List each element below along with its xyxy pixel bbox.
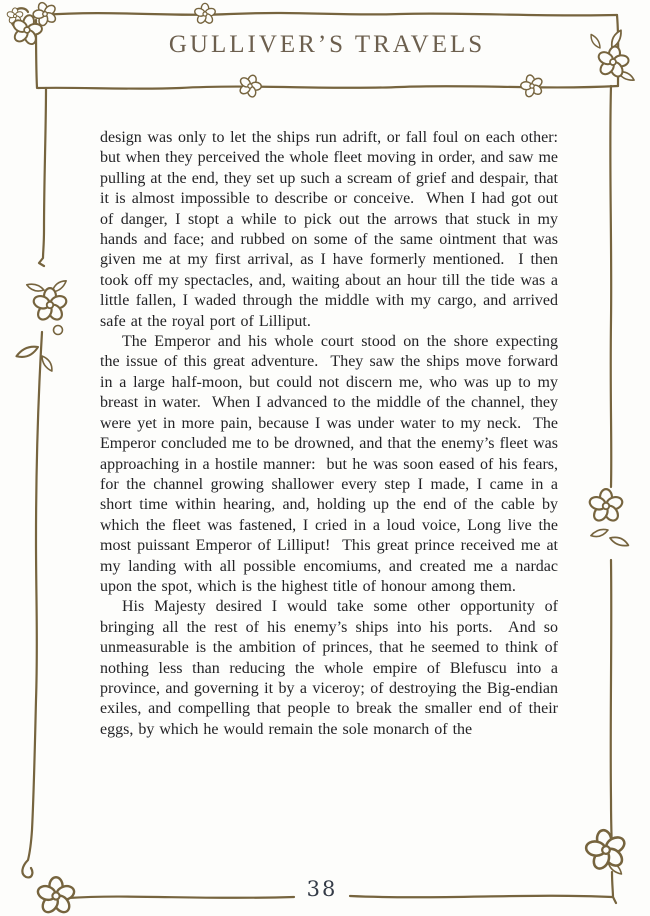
paragraph: His Majesty desired I would take some other opportunity of bringing all the rest of his enemy’s ships into his ports. And so unmeasurable is the ambition of princes, that he seemed to think of nothing less than reducing the whole empire of Blefuscu into a province, and governing it by a viceroy; of destroying the Big-endian exiles, and compelling that people to break the smaller end of their eggs, by which he would remain the sole monarch of the (100, 598, 563, 738)
bud-icon (54, 326, 63, 335)
leaf-icon (40, 354, 54, 373)
body-text (100, 128, 568, 740)
leaf-icon (26, 282, 45, 294)
flower-icon (194, 3, 217, 24)
flower-icon (32, 288, 68, 322)
flower-icon (588, 489, 624, 523)
flower-icon (582, 827, 631, 874)
paragraph: design was only to let the ships run adrift, or fall foul on each other: but when they perceived the whole fleet moving in order, and saw me pulling at the end, they set up such a scream of grief and despair, that it is almost impossible to describe or conceive. When I had got out of danger, I stopt a while to pick out the arrows that stuck in my hands and face; and rubbed on some of the same ointment that was given me at my first arrival, as I have formerly mentioned. I then took off my spectacles, and, waiting about an hour till the tide was a little fallen, I waded through the middle with my cargo, and arrived safe at the royal port of Lilliput. (100, 129, 568, 330)
paragraph: The Emperor and his whole court stood on the shore expecting the issue of this great adventure. They saw the ships move forward in a large half-moon, but could not discern me, who was up to my breast in water. When I advanced to the middle of the channel, they were yet in more pain, because I was under water to my neck. The Emperor concluded me to be drowned, and that the enemy’s fleet was approaching in a hostile manner: but he was soon eased of his fears, for the channel growing shallower every step I made, I came in a short time within hearing, and, holding up the end of the cable by which the fleet was fastened, I cried in a loud voice, Long live the most puissant Emperor of Lilliput! This great prince received me at my landing with all possible encomiums, and created me a nardac upon the spot, which is the highest title of honour among them. (100, 333, 563, 595)
flower-icon (518, 72, 547, 100)
page-title: GULLIVER’S TRAVELS (168, 31, 486, 58)
page-number: 38 (306, 877, 338, 901)
leaf-icon (15, 344, 40, 359)
leaf-icon (609, 534, 630, 548)
left-vine (15, 88, 68, 877)
bottom-right-flower (582, 827, 631, 877)
right-vine (588, 86, 630, 903)
leaf-icon (590, 528, 609, 538)
